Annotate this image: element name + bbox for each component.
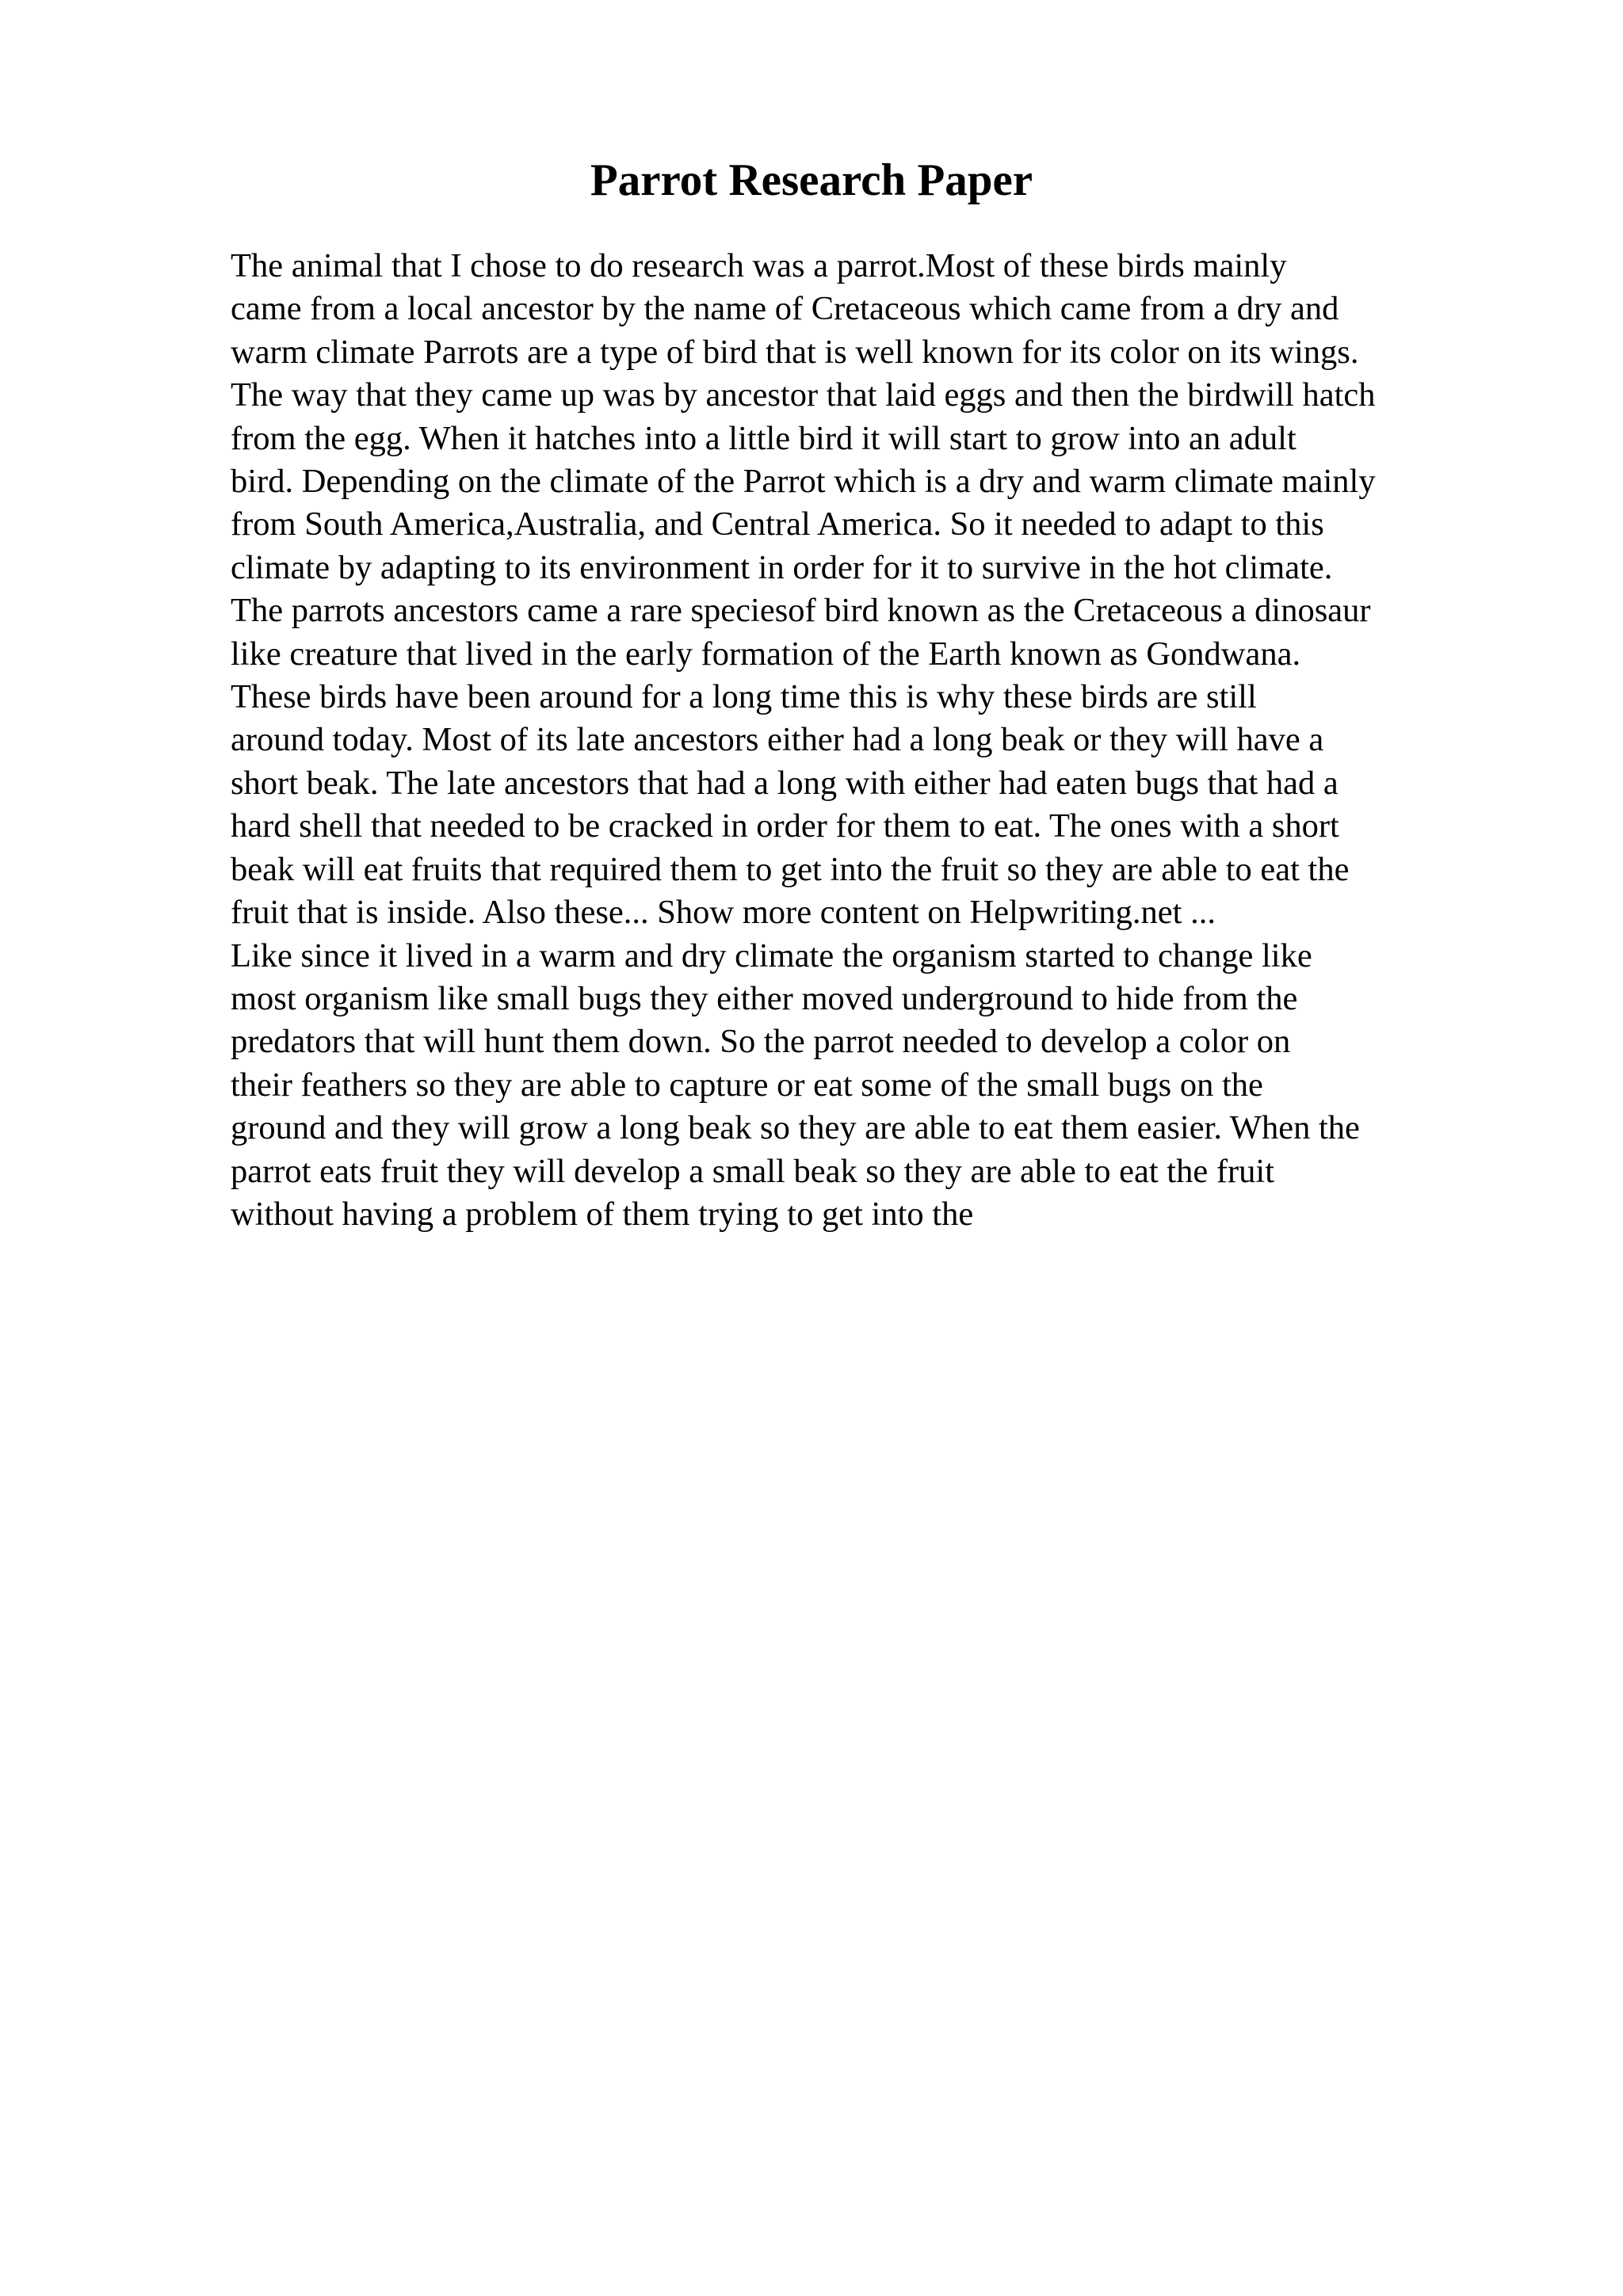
body-line: came from a local ancestor by the name of Cretaceous which came from a dry and	[231, 290, 1339, 328]
body-line: like creature that lived in the early formation of the Earth known as Gondwana.	[231, 635, 1301, 673]
document-body	[231, 245, 1499, 1236]
body-line: Like since it lived in a warm and dry climate the organism started to change like	[231, 936, 1312, 974]
body-line: most organism like small bugs they either moved underground to hide from the	[231, 979, 1298, 1017]
body-line: parrot eats fruit they will develop a small beak so they are able to eat the fruit	[231, 1152, 1275, 1190]
body-line: from the egg. When it hatches into a little bird it will start to grow into an adult	[231, 419, 1296, 457]
body-line: short beak. The late ancestors that had a long with either had eaten bugs that had a	[231, 764, 1338, 802]
body-line: their feathers so they are able to capture or eat some of the small bugs on the	[231, 1066, 1263, 1104]
body-line: predators that will hunt them down. So the parrot needed to develop a color on	[231, 1023, 1291, 1061]
body-line: These birds have been around for a long time this is why these birds are still	[231, 678, 1257, 716]
body-line: beak will eat fruits that required them to get into the fruit so they are able to eat the	[231, 850, 1350, 888]
body-line: around today. Most of its late ancestors either had a long beak or they will have a	[231, 721, 1324, 759]
body-line: warm climate Parrots are a type of bird that is well known for its color on its wings.	[231, 333, 1359, 371]
body-line: The way that they came up was by ancestor that laid eggs and then the birdwill hatch	[231, 376, 1376, 414]
body-line: The animal that I chose to do research was a parrot.Most of these birds mainly	[231, 247, 1287, 284]
body-line: hard shell that needed to be cracked in order for them to eat. The ones with a short	[231, 807, 1339, 845]
document-title: Parrot Research Paper	[590, 155, 1033, 205]
body-line: ground and they will grow a long beak so they are able to eat them easier. When the	[231, 1109, 1360, 1147]
body-line: bird. Depending on the climate of the Parrot which is a dry and warm climate mainly	[231, 463, 1376, 501]
body-line: climate by adapting to its environment in order for it to survive in the hot climate.	[231, 548, 1333, 586]
body-line: without having a problem of them trying to get into the	[231, 1195, 974, 1233]
body-line: The parrots ancestors came a rare speciesof bird known as the Cretaceous a dinosaur	[231, 592, 1371, 630]
body-line: fruit that is inside. Also these... Show more content on Helpwriting.net ...	[231, 894, 1216, 932]
body-line: from South America,Australia, and Central America. So it needed to adapt to this	[231, 505, 1324, 543]
